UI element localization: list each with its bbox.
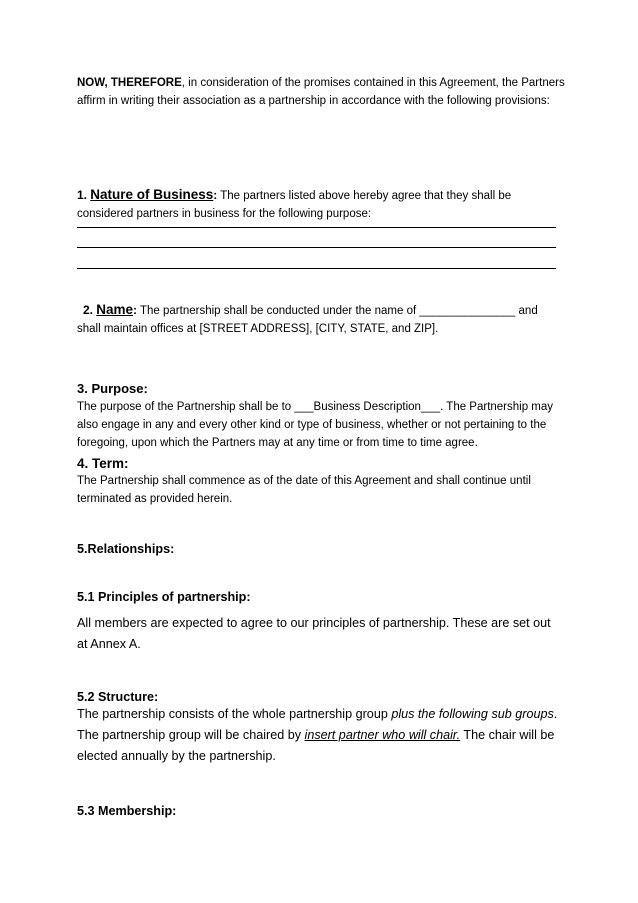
section-5-1-heading xyxy=(77,587,567,608)
section-1-colon: : xyxy=(213,188,218,202)
intro-text: , in consideration of the promises contained in this Agreement, the Partners affirm in writing their association as a partnership in accordance with the following provisions: xyxy=(77,77,565,107)
section-5-2-text-3: The chair will be elected annually by the partnership. xyxy=(77,728,555,763)
section-2-text-before: The partnership shall be conducted under the name of xyxy=(140,305,417,317)
section-2-text-after: and shall maintain offices at [STREET ADDRESS], [CITY, STATE, and ZIP]. xyxy=(77,305,538,335)
section-3-paragraph xyxy=(77,398,565,452)
fill-line-3 xyxy=(77,268,556,269)
section-1-paragraph xyxy=(77,186,567,223)
section-5-2-text-2: . The partnership group will be chaired by xyxy=(77,707,558,742)
section-4-text: The Partnership shall commence as of the date of this Agreement and shall continue until terminated as provided herein. xyxy=(77,475,531,505)
section-4-title: 4. Term: xyxy=(77,456,129,471)
section-5-heading xyxy=(77,539,567,560)
fill-line-2 xyxy=(77,247,556,248)
section-1-number: 1. xyxy=(77,188,88,202)
section-5-2-title: 5.2 Structure: xyxy=(77,690,159,704)
section-2-title: Name xyxy=(96,302,133,317)
section-5-2-italic-underline: insert partner who will chair. xyxy=(304,728,461,742)
intro-paragraph xyxy=(77,74,567,110)
section-5-3-title: 5.3 Membership: xyxy=(77,804,177,818)
section-2-blank: _______________ xyxy=(419,305,516,317)
fill-line-1 xyxy=(77,227,556,228)
section-2-colon: : xyxy=(133,303,137,317)
section-5-2-paragraph xyxy=(77,704,563,767)
section-3-title: 3. Purpose: xyxy=(77,381,148,396)
section-5-2-text-1: The partnership consists of the whole partnership group xyxy=(77,707,388,721)
section-2-number: 2. xyxy=(83,303,94,317)
section-5-3-heading xyxy=(77,801,567,822)
section-2-paragraph xyxy=(77,301,563,338)
section-1-text: The partners listed above hereby agree that they shall be considered partners in business for the following purpose: xyxy=(77,190,512,220)
section-5-1-paragraph xyxy=(77,613,557,655)
section-1-title: Nature of Business xyxy=(90,187,214,202)
section-3-heading xyxy=(77,380,567,399)
section-4-paragraph xyxy=(77,472,563,508)
section-5-1-text: All members are expected to agree to our principles of partnership. These are set out at Annex A. xyxy=(77,616,551,651)
section-5-title: 5.Relationships: xyxy=(77,542,175,556)
section-5-2-italic-1: plus the following sub groups xyxy=(391,707,554,721)
intro-lead: NOW, THEREFORE xyxy=(77,77,182,89)
section-3-text: The purpose of the Partnership shall be to ___Business Description___. The Partnership may also engage in any and every other kind or type of business, whether or not pertaining to the foregoing, upon which the Partners may at any time or from time to time agree. xyxy=(77,401,554,449)
section-5-1-title: 5.1 Principles of partnership: xyxy=(77,590,251,604)
